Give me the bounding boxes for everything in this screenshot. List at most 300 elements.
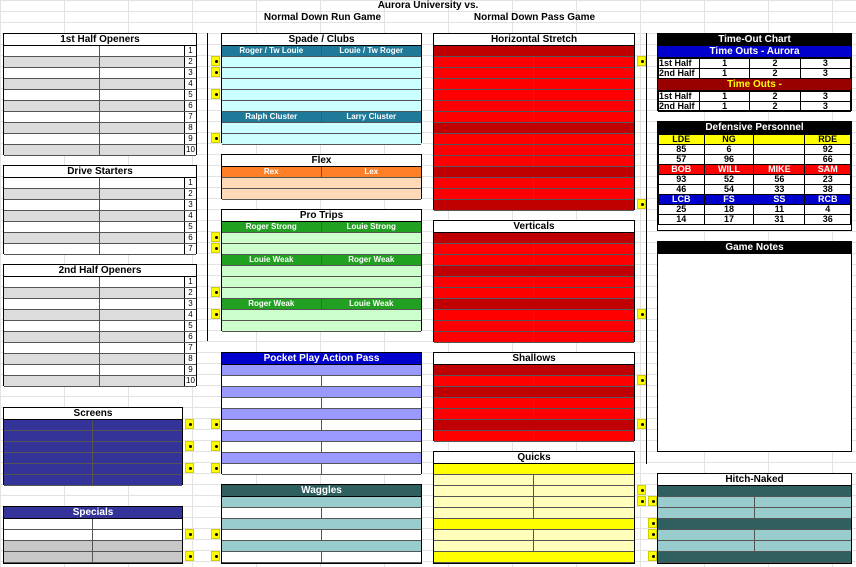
play-cell-right[interactable] xyxy=(322,376,422,386)
play-cell-right[interactable] xyxy=(534,112,634,122)
play-cell-left[interactable] xyxy=(434,376,534,386)
play-cell-left[interactable] xyxy=(4,332,100,342)
play-cell-right[interactable] xyxy=(93,464,182,474)
play-cell-right[interactable] xyxy=(93,431,182,441)
play-cell-right[interactable] xyxy=(100,68,184,78)
yellow-dot-marker-icon[interactable] xyxy=(648,551,657,561)
timeout-cell[interactable]: 1 xyxy=(700,59,750,69)
play-row[interactable] xyxy=(4,189,196,200)
timeout-cell[interactable]: 2 xyxy=(750,92,800,102)
play-cell-left[interactable] xyxy=(4,277,100,287)
play-row[interactable] xyxy=(658,519,851,530)
play-row[interactable] xyxy=(658,530,851,541)
play-row[interactable] xyxy=(4,123,196,134)
yellow-dot-marker-icon[interactable] xyxy=(211,232,220,242)
play-cell-left[interactable] xyxy=(434,112,534,122)
play-cell-right[interactable] xyxy=(100,178,184,188)
play-cell-left[interactable] xyxy=(434,244,534,254)
play-cell-left[interactable] xyxy=(222,398,322,408)
play-cell-right[interactable] xyxy=(100,277,184,287)
play-cell-right[interactable] xyxy=(100,134,184,144)
play-row[interactable] xyxy=(4,519,182,530)
play-row[interactable] xyxy=(434,431,634,442)
play-cell-right[interactable] xyxy=(534,134,634,144)
play-cell-right[interactable] xyxy=(534,398,634,408)
play-row[interactable] xyxy=(222,321,421,332)
play-row[interactable] xyxy=(658,541,851,552)
play-cell-left[interactable] xyxy=(434,508,534,518)
play-cell-right[interactable] xyxy=(322,552,422,562)
play-row[interactable] xyxy=(4,233,196,244)
play-row[interactable] xyxy=(222,497,421,508)
play-cell-right[interactable] xyxy=(322,530,422,540)
play-row[interactable] xyxy=(434,552,634,563)
yellow-dot-marker-icon[interactable] xyxy=(637,485,646,495)
yellow-dot-marker-icon[interactable] xyxy=(211,551,220,561)
play-cell-right[interactable] xyxy=(100,211,184,221)
play-cell-right[interactable] xyxy=(100,46,184,56)
play-cell-right[interactable] xyxy=(93,453,182,463)
play-row[interactable] xyxy=(434,387,634,398)
play-row[interactable] xyxy=(4,420,182,431)
play-row[interactable] xyxy=(658,552,851,563)
play-row[interactable] xyxy=(222,310,421,321)
play-cell-left[interactable] xyxy=(434,398,534,408)
yellow-dot-marker-icon[interactable] xyxy=(185,441,194,451)
yellow-dot-marker-icon[interactable] xyxy=(211,89,220,99)
yellow-dot-marker-icon[interactable] xyxy=(211,56,220,66)
play-row[interactable] xyxy=(222,233,421,244)
play-row[interactable] xyxy=(434,90,634,101)
play-cell-right[interactable] xyxy=(100,288,184,298)
yellow-dot-marker-icon[interactable] xyxy=(648,518,657,528)
yellow-dot-marker-icon[interactable] xyxy=(185,551,194,561)
play-cell-right[interactable] xyxy=(322,442,422,452)
play-cell-right[interactable] xyxy=(100,365,184,375)
yellow-dot-marker-icon[interactable] xyxy=(211,529,220,539)
timeout-cell[interactable]: 3 xyxy=(800,92,850,102)
play-row[interactable] xyxy=(4,343,196,354)
play-row[interactable] xyxy=(4,464,182,475)
play-cell-left[interactable] xyxy=(434,90,534,100)
play-cell-right[interactable] xyxy=(100,343,184,353)
play-row[interactable] xyxy=(434,365,634,376)
play-cell-left[interactable] xyxy=(658,530,755,540)
play-cell-right[interactable] xyxy=(534,244,634,254)
play-cell-right[interactable] xyxy=(100,90,184,100)
play-row[interactable] xyxy=(434,189,634,200)
play-cell-right[interactable] xyxy=(534,288,634,298)
play-cell-right[interactable] xyxy=(100,57,184,67)
play-row[interactable] xyxy=(434,255,634,266)
timeout-cell[interactable]: 3 xyxy=(800,59,850,69)
play-cell-left[interactable] xyxy=(222,508,322,518)
play-cell-left[interactable] xyxy=(4,376,100,386)
play-cell-right[interactable] xyxy=(755,530,852,540)
play-cell-left[interactable] xyxy=(434,310,534,320)
play-row[interactable] xyxy=(4,101,196,112)
play-row[interactable] xyxy=(4,145,196,156)
play-cell-left[interactable] xyxy=(434,156,534,166)
play-cell-left[interactable] xyxy=(4,519,93,529)
play-row[interactable] xyxy=(434,46,634,57)
play-cell-left[interactable] xyxy=(4,420,93,430)
play-row[interactable] xyxy=(4,299,196,310)
play-cell-right[interactable] xyxy=(534,277,634,287)
play-row[interactable] xyxy=(222,90,421,101)
play-row[interactable] xyxy=(434,409,634,420)
play-cell-right[interactable] xyxy=(755,508,852,518)
play-row[interactable] xyxy=(222,541,421,552)
play-cell-left[interactable] xyxy=(4,541,93,551)
play-cell-right[interactable] xyxy=(534,189,634,199)
play-cell-left[interactable] xyxy=(434,409,534,419)
play-cell-right[interactable] xyxy=(100,101,184,111)
play-row[interactable] xyxy=(4,79,196,90)
play-row[interactable] xyxy=(434,233,634,244)
play-cell-left[interactable] xyxy=(4,68,100,78)
yellow-dot-marker-icon[interactable] xyxy=(648,529,657,539)
play-cell-left[interactable] xyxy=(658,497,755,507)
play-cell-left[interactable] xyxy=(4,178,100,188)
play-cell-left[interactable] xyxy=(4,112,100,122)
play-cell-right[interactable] xyxy=(322,508,422,518)
yellow-dot-marker-icon[interactable] xyxy=(648,496,657,506)
play-row[interactable] xyxy=(222,420,421,431)
timeout-cell[interactable]: 1 xyxy=(700,102,750,112)
play-row[interactable] xyxy=(434,57,634,68)
play-row[interactable] xyxy=(434,277,634,288)
play-row[interactable] xyxy=(434,68,634,79)
play-row[interactable] xyxy=(222,519,421,530)
play-row[interactable] xyxy=(222,530,421,541)
play-row[interactable] xyxy=(4,376,196,387)
play-cell-left[interactable] xyxy=(222,442,322,452)
play-row[interactable] xyxy=(222,134,421,145)
play-cell-left[interactable] xyxy=(434,475,534,485)
play-cell-left[interactable] xyxy=(222,420,322,430)
play-cell-left[interactable] xyxy=(222,464,322,474)
yellow-dot-marker-icon[interactable] xyxy=(211,133,220,143)
play-cell-left[interactable] xyxy=(4,431,93,441)
play-cell-right[interactable] xyxy=(100,310,184,320)
timeout-cell[interactable]: 1 xyxy=(700,92,750,102)
play-row[interactable] xyxy=(658,508,851,519)
play-cell-right[interactable] xyxy=(322,420,422,430)
play-cell-left[interactable] xyxy=(434,288,534,298)
play-cell-left[interactable] xyxy=(434,431,534,441)
play-cell-right[interactable] xyxy=(100,321,184,331)
play-cell-left[interactable] xyxy=(4,530,93,540)
play-cell-left[interactable] xyxy=(4,343,100,353)
play-cell-right[interactable] xyxy=(534,431,634,441)
play-row[interactable] xyxy=(434,486,634,497)
yellow-dot-marker-icon[interactable] xyxy=(637,199,646,209)
play-row[interactable] xyxy=(434,266,634,277)
play-row[interactable] xyxy=(434,464,634,475)
play-cell-left[interactable] xyxy=(4,90,100,100)
play-cell-left[interactable] xyxy=(222,552,322,562)
play-row[interactable] xyxy=(4,134,196,145)
play-row[interactable] xyxy=(434,310,634,321)
play-cell-right[interactable] xyxy=(100,244,184,254)
play-row[interactable] xyxy=(222,464,421,475)
play-row[interactable] xyxy=(222,178,421,189)
play-row[interactable] xyxy=(4,277,196,288)
play-row[interactable] xyxy=(4,552,182,563)
play-cell-right[interactable] xyxy=(755,541,852,551)
play-cell-left[interactable] xyxy=(4,464,93,474)
play-cell-left[interactable] xyxy=(4,354,100,364)
play-cell-left[interactable] xyxy=(4,244,100,254)
play-cell-left[interactable] xyxy=(434,497,534,507)
yellow-dot-marker-icon[interactable] xyxy=(211,67,220,77)
play-row[interactable] xyxy=(222,266,421,277)
yellow-dot-marker-icon[interactable] xyxy=(211,441,220,451)
play-row[interactable] xyxy=(434,519,634,530)
play-cell-left[interactable] xyxy=(4,310,100,320)
play-cell-left[interactable] xyxy=(4,288,100,298)
play-row[interactable] xyxy=(434,156,634,167)
play-cell-right[interactable] xyxy=(93,420,182,430)
play-row[interactable] xyxy=(4,222,196,233)
play-cell-right[interactable] xyxy=(100,112,184,122)
play-cell-right[interactable] xyxy=(100,299,184,309)
play-cell-left[interactable] xyxy=(4,145,100,155)
play-cell-left[interactable] xyxy=(434,178,534,188)
play-row[interactable] xyxy=(434,288,634,299)
play-cell-left[interactable] xyxy=(434,101,534,111)
play-row[interactable] xyxy=(222,288,421,299)
play-cell-left[interactable] xyxy=(434,486,534,496)
play-row[interactable] xyxy=(4,541,182,552)
play-row[interactable] xyxy=(4,332,196,343)
play-cell-right[interactable] xyxy=(534,255,634,265)
play-row[interactable] xyxy=(434,475,634,486)
play-row[interactable] xyxy=(434,332,634,343)
play-row[interactable] xyxy=(222,387,421,398)
play-row[interactable] xyxy=(222,57,421,68)
play-cell-right[interactable] xyxy=(100,189,184,199)
play-row[interactable] xyxy=(434,497,634,508)
play-cell-right[interactable] xyxy=(93,541,182,551)
play-row[interactable] xyxy=(4,475,182,486)
play-cell-right[interactable] xyxy=(100,233,184,243)
play-row[interactable] xyxy=(222,431,421,442)
play-row[interactable] xyxy=(434,541,634,552)
play-cell-right[interactable] xyxy=(534,332,634,342)
play-cell-left[interactable] xyxy=(4,365,100,375)
play-cell-right[interactable] xyxy=(534,101,634,111)
play-cell-right[interactable] xyxy=(534,145,634,155)
play-row[interactable] xyxy=(222,376,421,387)
play-cell-left[interactable] xyxy=(434,277,534,287)
play-cell-left[interactable] xyxy=(4,211,100,221)
play-cell-right[interactable] xyxy=(100,123,184,133)
yellow-dot-marker-icon[interactable] xyxy=(211,463,220,473)
play-row[interactable] xyxy=(4,288,196,299)
play-cell-left[interactable] xyxy=(4,189,100,199)
play-row[interactable] xyxy=(222,68,421,79)
play-cell-left[interactable] xyxy=(4,123,100,133)
play-cell-right[interactable] xyxy=(93,519,182,529)
play-row[interactable] xyxy=(434,178,634,189)
play-cell-left[interactable] xyxy=(4,79,100,89)
play-row[interactable] xyxy=(434,398,634,409)
play-cell-right[interactable] xyxy=(534,57,634,67)
play-cell-left[interactable] xyxy=(4,299,100,309)
play-cell-left[interactable] xyxy=(434,332,534,342)
play-row[interactable] xyxy=(434,321,634,332)
play-row[interactable] xyxy=(434,112,634,123)
play-cell-left[interactable] xyxy=(434,57,534,67)
yellow-dot-marker-icon[interactable] xyxy=(637,309,646,319)
play-row[interactable] xyxy=(4,211,196,222)
yellow-dot-marker-icon[interactable] xyxy=(211,309,220,319)
play-row[interactable] xyxy=(434,167,634,178)
play-cell-left[interactable] xyxy=(434,189,534,199)
yellow-dot-marker-icon[interactable] xyxy=(637,375,646,385)
play-cell-right[interactable] xyxy=(534,376,634,386)
play-row[interactable] xyxy=(434,376,634,387)
play-row[interactable] xyxy=(222,453,421,464)
play-cell-right[interactable] xyxy=(100,145,184,155)
play-row[interactable] xyxy=(222,508,421,519)
play-row[interactable] xyxy=(222,552,421,563)
play-cell-right[interactable] xyxy=(534,486,634,496)
play-cell-left[interactable] xyxy=(4,552,93,562)
play-row[interactable] xyxy=(4,90,196,101)
play-cell-left[interactable] xyxy=(434,134,534,144)
play-cell-left[interactable] xyxy=(222,530,322,540)
play-cell-right[interactable] xyxy=(534,409,634,419)
play-row[interactable] xyxy=(4,354,196,365)
play-cell-right[interactable] xyxy=(100,354,184,364)
play-cell-right[interactable] xyxy=(534,497,634,507)
play-row[interactable] xyxy=(4,431,182,442)
play-row[interactable] xyxy=(4,321,196,332)
timeout-cell[interactable]: 1 xyxy=(700,69,750,79)
play-row[interactable] xyxy=(4,244,196,255)
play-cell-left[interactable] xyxy=(658,541,755,551)
play-row[interactable] xyxy=(4,57,196,68)
play-row[interactable] xyxy=(4,112,196,123)
play-cell-right[interactable] xyxy=(100,200,184,210)
play-cell-right[interactable] xyxy=(534,508,634,518)
play-row[interactable] xyxy=(4,453,182,464)
play-cell-left[interactable] xyxy=(222,376,322,386)
play-row[interactable] xyxy=(222,365,421,376)
yellow-dot-marker-icon[interactable] xyxy=(211,287,220,297)
play-row[interactable] xyxy=(4,68,196,79)
play-row[interactable] xyxy=(434,123,634,134)
timeout-cell[interactable]: 2 xyxy=(750,102,800,112)
play-cell-left[interactable] xyxy=(4,200,100,210)
play-cell-right[interactable] xyxy=(322,398,422,408)
play-row[interactable] xyxy=(658,497,851,508)
play-cell-right[interactable] xyxy=(93,530,182,540)
play-row[interactable] xyxy=(434,508,634,519)
play-row[interactable] xyxy=(4,46,196,57)
play-row[interactable] xyxy=(222,101,421,112)
play-row[interactable] xyxy=(222,398,421,409)
yellow-dot-marker-icon[interactable] xyxy=(185,463,194,473)
play-cell-left[interactable] xyxy=(434,79,534,89)
play-cell-right[interactable] xyxy=(534,156,634,166)
play-row[interactable] xyxy=(434,134,634,145)
play-cell-right[interactable] xyxy=(755,497,852,507)
play-row[interactable] xyxy=(4,442,182,453)
play-cell-right[interactable] xyxy=(100,222,184,232)
play-row[interactable] xyxy=(434,530,634,541)
play-cell-right[interactable] xyxy=(100,332,184,342)
play-row[interactable] xyxy=(222,277,421,288)
play-row[interactable] xyxy=(222,79,421,90)
play-row[interactable] xyxy=(434,420,634,431)
play-cell-left[interactable] xyxy=(4,321,100,331)
play-cell-left[interactable] xyxy=(4,453,93,463)
play-cell-right[interactable] xyxy=(100,79,184,89)
play-row[interactable] xyxy=(434,79,634,90)
play-row[interactable] xyxy=(4,310,196,321)
play-cell-right[interactable] xyxy=(93,552,182,562)
play-cell-left[interactable] xyxy=(4,57,100,67)
play-row[interactable] xyxy=(222,409,421,420)
play-cell-left[interactable] xyxy=(4,475,93,485)
play-cell-left[interactable] xyxy=(658,508,755,518)
play-row[interactable] xyxy=(658,486,851,497)
play-cell-right[interactable] xyxy=(100,376,184,386)
play-cell-right[interactable] xyxy=(322,464,422,474)
timeout-cell[interactable]: 3 xyxy=(800,69,850,79)
play-row[interactable] xyxy=(434,299,634,310)
yellow-dot-marker-icon[interactable] xyxy=(637,419,646,429)
play-cell-right[interactable] xyxy=(534,79,634,89)
play-row[interactable] xyxy=(4,200,196,211)
play-cell-left[interactable] xyxy=(4,101,100,111)
timeout-cell[interactable]: 3 xyxy=(800,102,850,112)
play-cell-right[interactable] xyxy=(534,310,634,320)
yellow-dot-marker-icon[interactable] xyxy=(211,419,220,429)
play-cell-right[interactable] xyxy=(534,178,634,188)
play-row[interactable] xyxy=(434,145,634,156)
play-cell-right[interactable] xyxy=(534,68,634,78)
play-cell-left[interactable] xyxy=(4,222,100,232)
yellow-dot-marker-icon[interactable] xyxy=(211,243,220,253)
yellow-dot-marker-icon[interactable] xyxy=(637,496,646,506)
play-row[interactable] xyxy=(434,101,634,112)
play-row[interactable] xyxy=(434,200,634,211)
play-cell-left[interactable] xyxy=(4,46,100,56)
play-cell-right[interactable] xyxy=(534,321,634,331)
play-row[interactable] xyxy=(4,178,196,189)
play-row[interactable] xyxy=(222,189,421,200)
play-cell-right[interactable] xyxy=(93,475,182,485)
play-cell-left[interactable] xyxy=(4,442,93,452)
timeout-cell[interactable]: 2 xyxy=(750,59,800,69)
play-cell-right[interactable] xyxy=(534,541,634,551)
play-cell-right[interactable] xyxy=(534,90,634,100)
play-row[interactable] xyxy=(222,244,421,255)
play-row[interactable] xyxy=(222,442,421,453)
play-cell-left[interactable] xyxy=(4,134,100,144)
play-row[interactable] xyxy=(434,244,634,255)
play-cell-left[interactable] xyxy=(434,530,534,540)
play-row[interactable] xyxy=(4,365,196,376)
play-cell-left[interactable] xyxy=(434,145,534,155)
play-cell-left[interactable] xyxy=(434,68,534,78)
play-cell-left[interactable] xyxy=(4,233,100,243)
